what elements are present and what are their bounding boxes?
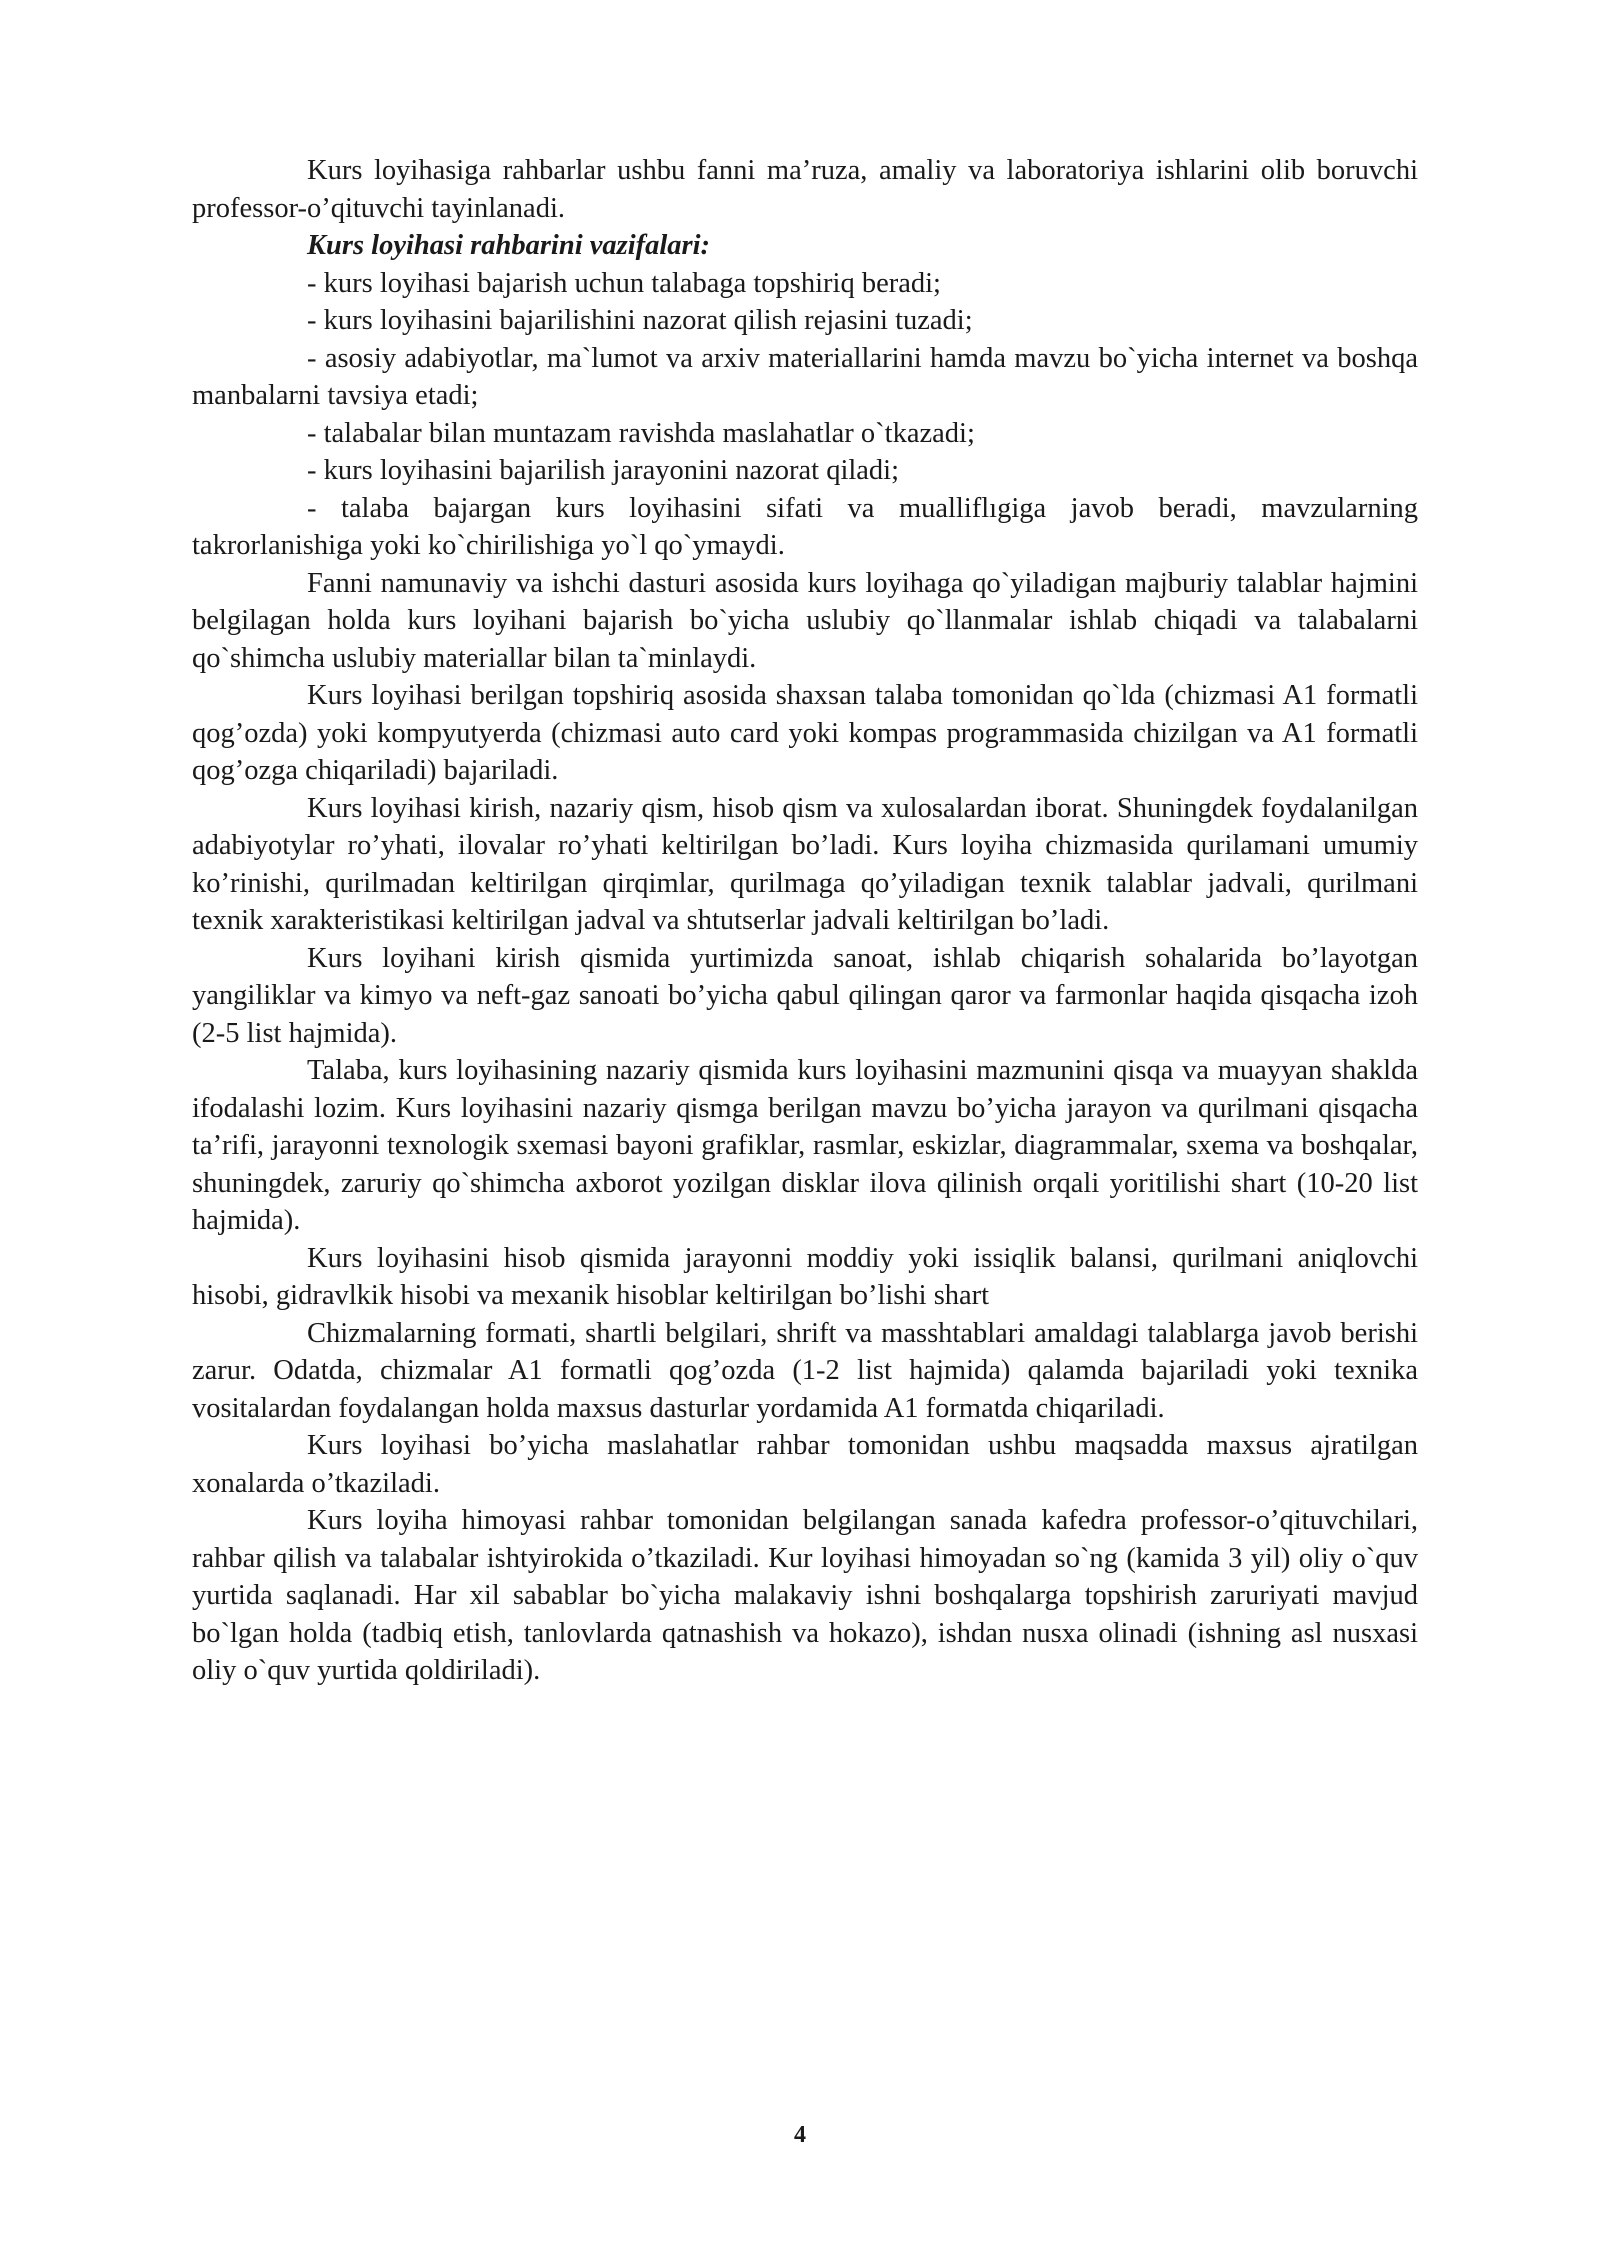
paragraph: Fanni namunaviy va ishchi dasturi asosida kurs loyihaga qo`yiladigan majburiy talablar hajmini belgilagan holda kurs loyihani bajarish bo`yicha uslubiy qo`llanmalar ishlab chiqadi va talabalarni qo`shimcha uslubiy materiallar bilan ta`minlaydi.	[192, 567, 1418, 674]
paragraph: Kurs loyihasini hisob qismida jarayonni moddiy yoki issiqlik balansi, qurilmani aniqlovchi hisobi, gidravlkik hisobi va mexanik hisoblar keltirilgan bo’lishi shart	[192, 1242, 1418, 1311]
paragraph: Chizmalarning formati, shartli belgilari, shrift va masshtablari amaldagi talablarga javob berishi zarur. Odatda, chizmalar A1 formatli qog’ozda (1-2 list hajmida) qalamda bajariladi yoki texnika vositalardan foydalangan holda maxsus dasturlar yordamida A1 formatda chiqariladi.	[192, 1317, 1418, 1424]
list-item: - kurs loyihasi bajarish uchun talabaga topshiriq beradi;	[307, 267, 941, 299]
paragraph: Talaba, kurs loyihasining nazariy qismida kurs loyihasini mazmunini qisqa va muayyan shaklda ifodalashi lozim. Kurs loyihasini nazariy qismga berilgan mavzu bo’yicha jarayon va qurilmani qisqacha ta’rifi, jarayonni texnologik sxemasi bayoni grafiklar, rasmlar, eskizlar, diagrammalar, sxema va boshqalar, shuningdek, zaruriy qo`shimcha axborot yozilgan disklar ilova qilinish orqali yoritilishi shart (10-20 list hajmida).	[192, 1055, 1418, 1236]
document-body	[192, 152, 1418, 1690]
section-heading: Kurs loyihasi rahbarini vazifalari:	[307, 230, 711, 261]
list-item: - asosiy adabiyotlar, ma`lumot va arxiv materiallarini hamda mavzu bo`yicha internet va boshqa manbalarni tavsiya etadi;	[192, 342, 1418, 411]
paragraph: Kurs loyihani kirish qismida yurtimizda sanoat, ishlab chiqarish sohalarida bo’layotgan yangiliklar va kimyo va neft-gaz sanoati bo’yicha qabul qilingan qaror va farmonlar haqida qisqacha izoh (2-5 list hajmida).	[192, 942, 1418, 1049]
list-item: - kurs loyihasini bajarilish jarayonini nazorat qiladi;	[307, 455, 900, 486]
paragraph: Kurs loyiha himoyasi rahbar tomonidan belgilangan sanada kafedra professor-o’qituvchilari, rahbar qilish va talabalar ishtyirokida o’tkaziladi. Kur loyihasi himoyadan so`ng (kamida 3 yil) oliy o`quv yurtida saqlanadi. Har xil sabablar bo`yicha malakaviy ishni boshqalarga topshirish zaruriyati mavjud bo`lgan holda (tadbiq etish, tanlovlarda qatnashish va hokazo), ishdan nusxa olinadi (ishning asl nusxasi oliy o`quv yurtida qoldiriladi).	[192, 1505, 1418, 1686]
list-item: - talabalar bilan muntazam ravishda maslahatlar o`tkazadi;	[307, 417, 975, 449]
paragraph: Kurs loyihasi berilgan topshiriq asosida shaxsan talaba tomonidan qo`lda (chizmasi A1 formatli qog’ozda) yoki kompyutyerda (chizmasi auto card yoki kompas programmasida chizilgan va A1 formatli qog’ozga chiqariladi) bajariladi.	[192, 680, 1418, 786]
paragraph: Kurs loyihasi kirish, nazariy qism, hisob qism va xulosalardan iborat. Shuningdek foydalanilgan adabiyotylar ro’yhati, ilovalar ro’yhati keltirilgan bo’ladi. Kurs loyiha chizmasida qurilamani umumiy ko’rinishi, qurilmadan keltirilgan qirqimlar, qurilmaga qo’yiladigan texnik talablar jadvali, qurilmani texnik xarakteristikasi keltirilgan jadval va shtutserlar jadvali keltirilgan bo’ladi.	[192, 792, 1418, 936]
list-item: - talaba bajargan kurs loyihasini sifati va mualliflıgiga javob beradi, mavzularning takrorlanishiga yoki ko`chirilishiga yo`l qo`ymaydi.	[192, 492, 1418, 561]
paragraph: Kurs loyihasi bo’yicha maslahatlar rahbar tomonidan ushbu maqsadda maxsus ajratilgan xonalarda o’tkaziladi.	[192, 1430, 1418, 1499]
list-item: - kurs loyihasini bajarilishini nazorat qilish rejasini tuzadi;	[307, 305, 973, 336]
page-number: 4	[794, 2122, 806, 2148]
paragraph: Kurs loyihasiga rahbarlar ushbu fanni ma’ruza, amaliy va laboratoriya ishlarini olib boruvchi professor-o’qituvchi tayinlanadi.	[192, 155, 1418, 224]
